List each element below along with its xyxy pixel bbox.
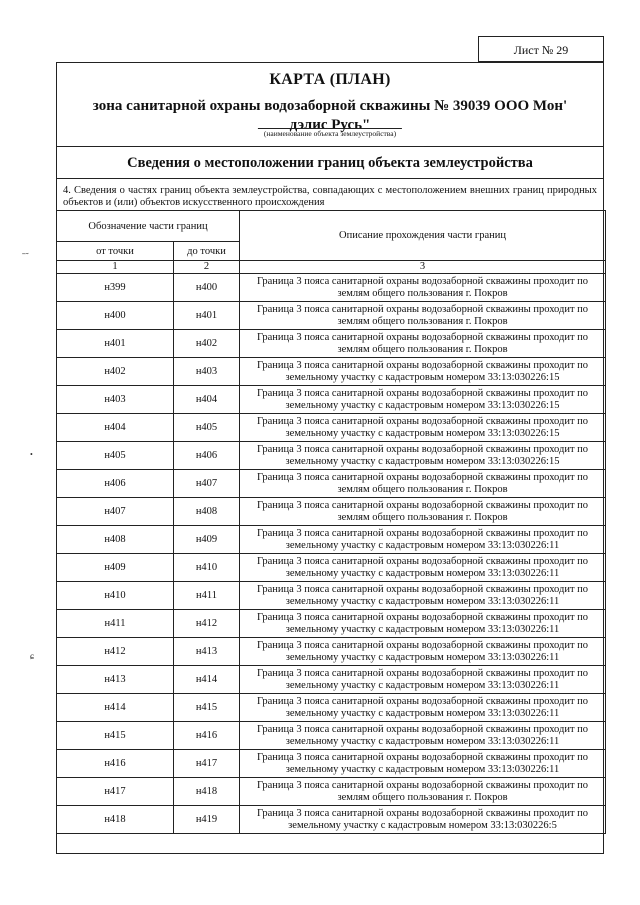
from-point: н414 — [57, 694, 174, 722]
table-row — [57, 778, 606, 806]
boundary-description: Граница 3 пояса санитарной охраны водозаборной скважины проходит по земельному участку с кадастровым номером 33:13:030226:11 — [240, 638, 606, 666]
boundary-description: Граница 3 пояса санитарной охраны водозаборной скважины проходит по земельному участку с кадастровым номером 33:13:030226:11 — [240, 610, 606, 638]
object-caption: (наименование объекта землеустройства) — [258, 128, 402, 138]
to-point: н412 — [174, 610, 240, 638]
table-row — [57, 526, 606, 554]
scan-dot: • — [30, 450, 33, 459]
to-point: н415 — [174, 694, 240, 722]
document-subtitle: зона санитарной охраны водозаборной скважины № 39039 ООО Мон' дэлис Русь" — [92, 98, 568, 133]
table-row — [57, 470, 606, 498]
from-point: н410 — [57, 582, 174, 610]
desc-header: Описание прохождения части границ — [240, 211, 606, 261]
table-row — [57, 666, 606, 694]
col-index: 2 — [174, 261, 240, 274]
table-row — [57, 750, 606, 778]
from-point: н415 — [57, 722, 174, 750]
from-point: н402 — [57, 358, 174, 386]
boundary-description: Граница 3 пояса санитарной охраны водозаборной скважины проходит по землям общего пользования г. Покров — [240, 498, 606, 526]
document-frame — [56, 62, 604, 854]
col-index: 3 — [240, 261, 606, 274]
to-point: н411 — [174, 582, 240, 610]
col-index: 1 — [57, 261, 174, 274]
to-point: н414 — [174, 666, 240, 694]
table-row — [57, 358, 606, 386]
section-intro: 4. Сведения о частях границ объекта землеустройства, совпадающих с местоположением внешних границ природных объектов и (или) объектов искусственного происхождения — [63, 185, 597, 208]
to-header: до точки — [174, 242, 240, 261]
from-point: н416 — [57, 750, 174, 778]
boundary-description: Граница 3 пояса санитарной охраны водозаборной скважины проходит по землям общего пользования г. Покров — [240, 330, 606, 358]
to-point: н413 — [174, 638, 240, 666]
table-row — [57, 414, 606, 442]
table-row — [57, 302, 606, 330]
boundary-description: Граница 3 пояса санитарной охраны водозаборной скважины проходит по землям общего пользования г. Покров — [240, 470, 606, 498]
from-point: н413 — [57, 666, 174, 694]
from-point: н418 — [57, 806, 174, 834]
to-point: н407 — [174, 470, 240, 498]
from-point: н399 — [57, 274, 174, 302]
from-point: н412 — [57, 638, 174, 666]
to-point: н402 — [174, 330, 240, 358]
group-header: Обозначение части границ — [57, 211, 240, 242]
table-row — [57, 498, 606, 526]
scan-mark: ˉ˜ — [22, 252, 29, 263]
table-row — [57, 554, 606, 582]
from-point: н400 — [57, 302, 174, 330]
table-row — [57, 694, 606, 722]
to-point: н404 — [174, 386, 240, 414]
boundary-description: Граница 3 пояса санитарной охраны водозаборной скважины проходит по земельному участку с кадастровым номером 33:13:030226:11 — [240, 722, 606, 750]
to-point: н410 — [174, 554, 240, 582]
from-point: н408 — [57, 526, 174, 554]
table-row — [57, 610, 606, 638]
from-point: н404 — [57, 414, 174, 442]
boundary-description: Граница 3 пояса санитарной охраны водозаборной скважины проходит по землям общего пользования г. Покров — [240, 778, 606, 806]
boundary-description: Граница 3 пояса санитарной охраны водозаборной скважины проходит по земельному участку с кадастровым номером 33:13:030226:11 — [240, 526, 606, 554]
boundary-description: Граница 3 пояса санитарной охраны водозаборной скважины проходит по землям общего пользования г. Покров — [240, 274, 606, 302]
boundary-description: Граница 3 пояса санитарной охраны водозаборной скважины проходит по земельному участку с кадастровым номером 33:13:030226:11 — [240, 554, 606, 582]
boundary-description: Граница 3 пояса санитарной охраны водозаборной скважины проходит по земельному участку с кадастровым номером 33:13:030226:15 — [240, 442, 606, 470]
to-point: н409 — [174, 526, 240, 554]
from-point: н407 — [57, 498, 174, 526]
from-point: н411 — [57, 610, 174, 638]
to-point: н419 — [174, 806, 240, 834]
from-point: н409 — [57, 554, 174, 582]
to-point: н405 — [174, 414, 240, 442]
boundary-description: Граница 3 пояса санитарной охраны водозаборной скважины проходит по земельному участку с кадастровым номером 33:13:030226:15 — [240, 414, 606, 442]
title-block — [57, 63, 603, 147]
table-row — [57, 442, 606, 470]
to-point: н408 — [174, 498, 240, 526]
boundary-description: Граница 3 пояса санитарной охраны водозаборной скважины проходит по землям общего пользования г. Покров — [240, 302, 606, 330]
from-point: н403 — [57, 386, 174, 414]
from-header: от точки — [57, 242, 174, 261]
boundary-description: Граница 3 пояса санитарной охраны водозаборной скважины проходит по земельному участку с кадастровым номером 33:13:030226:15 — [240, 358, 606, 386]
from-point: н405 — [57, 442, 174, 470]
to-point: н403 — [174, 358, 240, 386]
from-point: н417 — [57, 778, 174, 806]
boundary-description: Граница 3 пояса санитарной охраны водозаборной скважины проходит по земельному участку с кадастровым номером 33:13:030226:11 — [240, 694, 606, 722]
section-title: Сведения о местоположении границ объекта землеустройства — [57, 147, 603, 179]
table-row — [57, 274, 606, 302]
from-point: н401 — [57, 330, 174, 358]
table-row — [57, 722, 606, 750]
boundary-description: Граница 3 пояса санитарной охраны водозаборной скважины проходит по земельному участку с кадастровым номером 33:13:030226:11 — [240, 750, 606, 778]
document-title: КАРТА (ПЛАН) — [269, 71, 391, 88]
boundary-parts-table — [56, 210, 606, 834]
scan-mark: ɕ — [30, 651, 34, 661]
from-point: н406 — [57, 470, 174, 498]
table-row — [57, 330, 606, 358]
table-row — [57, 582, 606, 610]
sheet-number: Лист № 29 — [478, 36, 604, 62]
table-row — [57, 386, 606, 414]
boundary-description: Граница 3 пояса санитарной охраны водозаборной скважины проходит по земельному участку с кадастровым номером 33:13:030226:5 — [240, 806, 606, 834]
to-point: н418 — [174, 778, 240, 806]
boundary-description: Граница 3 пояса санитарной охраны водозаборной скважины проходит по земельному участку с кадастровым номером 33:13:030226:11 — [240, 582, 606, 610]
table-row — [57, 638, 606, 666]
to-point: н406 — [174, 442, 240, 470]
boundary-description: Граница 3 пояса санитарной охраны водозаборной скважины проходит по земельному участку с кадастровым номером 33:13:030226:15 — [240, 386, 606, 414]
to-point: н401 — [174, 302, 240, 330]
to-point: н400 — [174, 274, 240, 302]
table-row — [57, 806, 606, 834]
to-point: н417 — [174, 750, 240, 778]
to-point: н416 — [174, 722, 240, 750]
boundary-description: Граница 3 пояса санитарной охраны водозаборной скважины проходит по земельному участку с кадастровым номером 33:13:030226:11 — [240, 666, 606, 694]
